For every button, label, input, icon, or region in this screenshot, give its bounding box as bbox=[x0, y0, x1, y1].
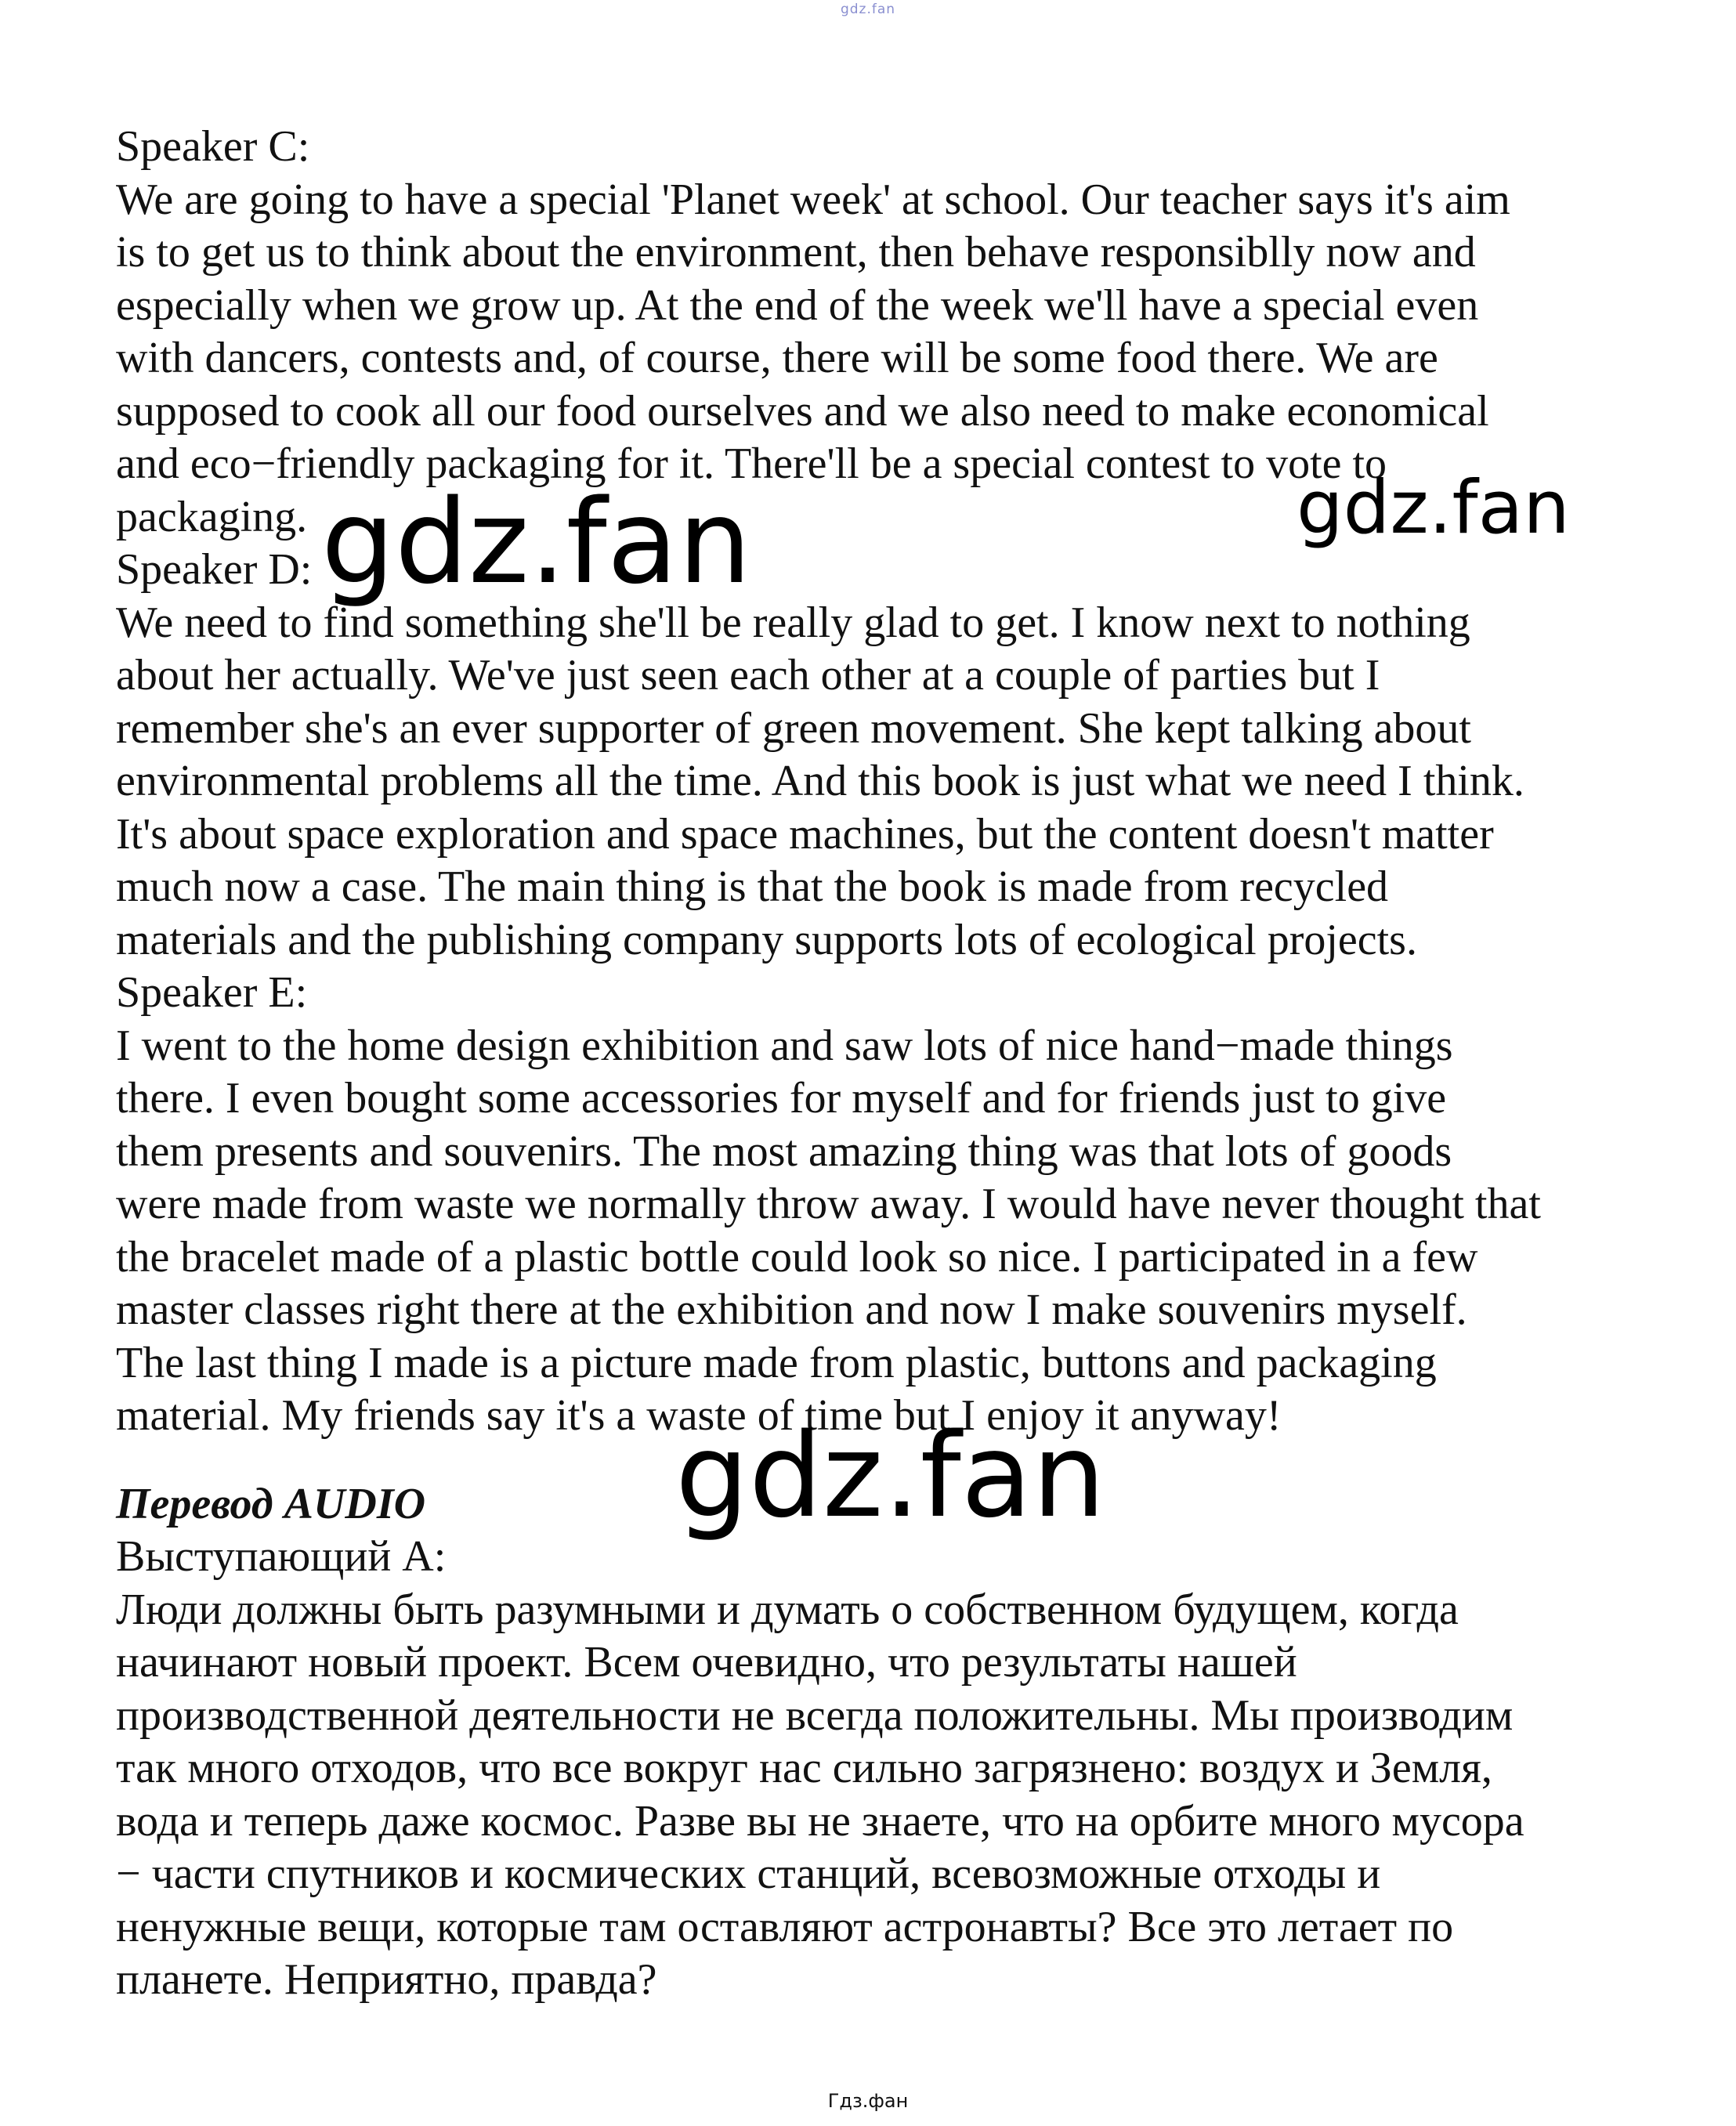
watermark-right: gdz.fan bbox=[1297, 465, 1570, 551]
translation-heading: Перевод AUDIO bbox=[116, 1479, 426, 1528]
page-footer: Гдз.фан bbox=[827, 2090, 909, 2112]
text-line: environmental problems all the time. And this book is just what we need I think. bbox=[116, 757, 1524, 805]
text-line: supposed to cook all our food ourselves and we also need to make economical bbox=[116, 386, 1489, 436]
text-line: much now a case. The main thing is that the book is made from recycled bbox=[116, 862, 1389, 911]
text-line: We need to find something she'll be really glad to get. I know next to nothing bbox=[116, 598, 1470, 647]
text-line: − части спутников и космических станций, всевозможные отходы и bbox=[116, 1849, 1381, 1898]
text-line: начинают новый проект. Всем очевидно, что результаты нашей bbox=[116, 1638, 1297, 1687]
speaker-label: Speaker E: bbox=[116, 968, 308, 1017]
speaker-label: Выступающий А: bbox=[116, 1532, 447, 1581]
text-line: remember she's an ever supporter of green movement. She kept talking about bbox=[116, 703, 1471, 753]
top-watermark: gdz.fan bbox=[840, 2, 896, 17]
text-line: I went to the home design exhibition and saw lots of nice hand−made things bbox=[116, 1021, 1453, 1070]
text-line: especially when we grow up. At the end of the week we'll have a special even bbox=[116, 280, 1479, 330]
text-line: there. I even bought some accessories for myself and for friends just to give bbox=[116, 1074, 1447, 1123]
text-line: were made from waste we normally throw away. I would have never thought that bbox=[116, 1180, 1541, 1228]
speaker-label: Speaker D: bbox=[116, 545, 313, 594]
text-line: вода и теперь даже космос. Разве вы не знаете, что на орбите много мусора bbox=[116, 1796, 1524, 1846]
text-line: is to get us to think about the environment, then behave responsiblly now and bbox=[116, 228, 1476, 277]
document-body bbox=[116, 121, 1675, 2007]
text-line: material. My friends say it's a waste of time but I enjoy it anyway! bbox=[116, 1391, 1282, 1440]
text-line: производственной деятельности не всегда положительны. Мы производим bbox=[116, 1690, 1514, 1740]
text-line: The last thing I made is a picture made from plastic, buttons and packaging bbox=[116, 1338, 1437, 1387]
text-line: and eco−friendly packaging for it. There'll be a special contest to vote to bbox=[116, 439, 1387, 488]
text-line: We are going to have a special 'Planet week' at school. Our teacher says it's aim bbox=[116, 175, 1510, 224]
text-line: packaging. bbox=[116, 492, 308, 541]
text-line: them presents and souvenirs. The most amazing thing was that lots of goods bbox=[116, 1126, 1452, 1176]
text-line: It's about space exploration and space machines, but the content doesn't matter bbox=[116, 809, 1494, 859]
text-line: Люди должны быть разумными и думать о собственном будущем, когда bbox=[116, 1585, 1459, 1634]
text-line: master classes right there at the exhibition and now I make souvenirs myself. bbox=[116, 1285, 1467, 1334]
text-line: with dancers, contests and, of course, there will be some food there. We are bbox=[116, 334, 1438, 382]
text-line: ненужные вещи, которые там оставляют астронавты? Все это летает по bbox=[116, 1902, 1454, 1951]
text-line: the bracelet made of a plastic bottle could look so nice. I participated in a few bbox=[116, 1232, 1478, 1282]
watermark-large-left: gdz.fan bbox=[321, 475, 752, 609]
text-line: так много отходов, что все вокруг нас сильно загрязнено: воздух и Земля, bbox=[116, 1744, 1492, 1792]
speaker-label: Speaker C: bbox=[116, 122, 310, 171]
text-line: планете. Неприятно, правда? bbox=[116, 1955, 657, 2004]
text-line: about her actually. We've just seen each other at a couple of parties but I bbox=[116, 651, 1380, 700]
watermark-large-center: gdz.fan bbox=[675, 1408, 1106, 1543]
text-line: materials and the publishing company supports lots of ecological projects. bbox=[116, 915, 1417, 964]
